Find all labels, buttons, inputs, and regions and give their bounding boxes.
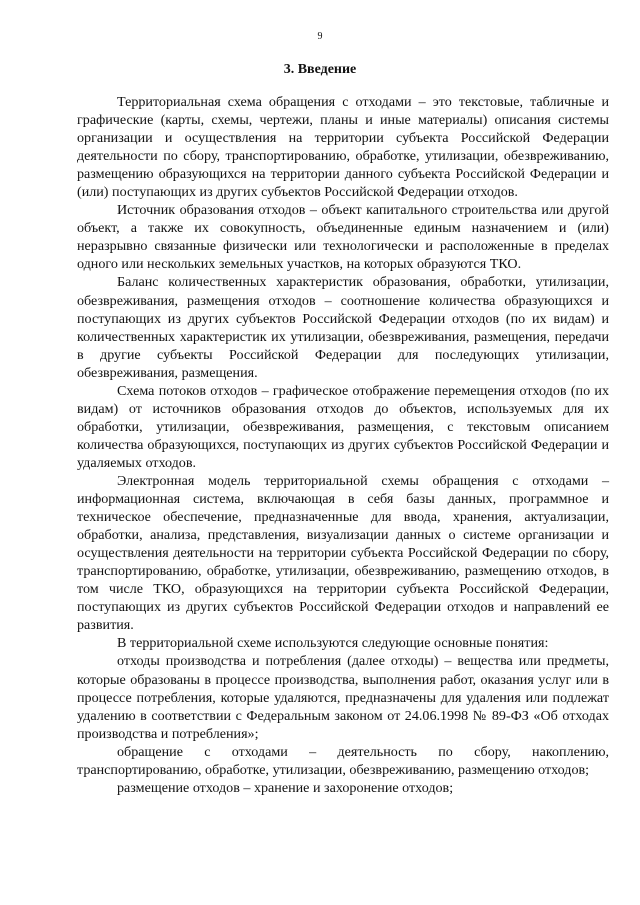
section-heading: 3. Введение bbox=[283, 62, 357, 77]
paragraph-quantity-balance: Баланс количественных характеристик образования, обработки, утилизации, обезвреживания, размещения отходов – соотношение количества образующихся и поступающих из других субъектов Российской Федерации отходов (по их видам) и количественных характеристик их утилизации, обезвреживания, размещения, передачи в другие субъекты Российской Федерации для последующих утилизации, обезвреживания, размещения. bbox=[77, 274, 609, 381]
paragraph-basic-concepts: В территориальной схеме используются следующие основные понятия: bbox=[117, 635, 549, 652]
paragraph-electronic-model: Электронная модель территориальной схемы обращения с отходами – информационная система, включающая в себя базы данных, программное и техническое обеспечение, предназначенные для ввода, хранения, актуализации, обработки, анализа, представления, визуализации данных о системе организации и осуществления деятельности на территории субъекта Российской Федерации по сбору, транспортированию, обработке, утилизации, обезвреживанию, размещению отходов, в том числе ТКО, образующихся на территории субъекта Российской Федерации, поступающих из других субъектов Российской Федерации отходов и направлений ее развития. bbox=[77, 472, 609, 634]
paragraph-waste-flow-scheme: Схема потоков отходов – графическое отображение перемещения отходов (по их видам) от источников образования отходов до объектов, используемых для их обработки, утилизации, обезвреживания, размещения, с текстовым описанием количества образующихся, поступающих из других субъектов Российской Федерации и удаляемых отходов. bbox=[77, 382, 609, 471]
paragraph-definition-waste-handling: обращение с отходами – деятельность по сбору, накоплению, транспортированию, обработке, утилизации, обезвреживанию, размещению отходов; bbox=[77, 743, 609, 778]
body-text bbox=[77, 93, 609, 797]
page-number: 9 bbox=[317, 31, 323, 42]
paragraph-definition-waste-placement: размещение отходов – хранение и захоронение отходов; bbox=[117, 779, 454, 796]
paragraph-territorial-scheme: Территориальная схема обращения с отходами – это текстовые, табличные и графические (карты, схемы, чертежи, планы и иные материалы) описания системы организации и осуществления на территории субъекта Российской Федерации деятельности по сбору, транспортированию, обработке, утилизации, обезвреживанию, размещению образующихся на территории данного субъекта Российской Федерации и (или) поступающих из других субъектов Российской Федерации отходов. bbox=[77, 94, 609, 201]
paragraph-waste-source: Источник образования отходов – объект капитального строительства или другой объект, а также их совокупность, объединенные единым назначением и (или) неразрывно связанные физически или технологически и расположенные в пределах одного или нескольких земельных участков, на которых образуются ТКО. bbox=[77, 202, 609, 273]
paragraph-definition-waste: отходы производства и потребления (далее отходы) – вещества или предметы, которые образованы в процессе производства, выполнения работ, оказания услуг или в процессе потребления, которые удаляются, предназначены для удаления или подлежат удалению в соответствии с Федеральным законом от 24.06.1998 № 89-ФЗ «Об отходах производства и потребления»; bbox=[77, 653, 609, 742]
